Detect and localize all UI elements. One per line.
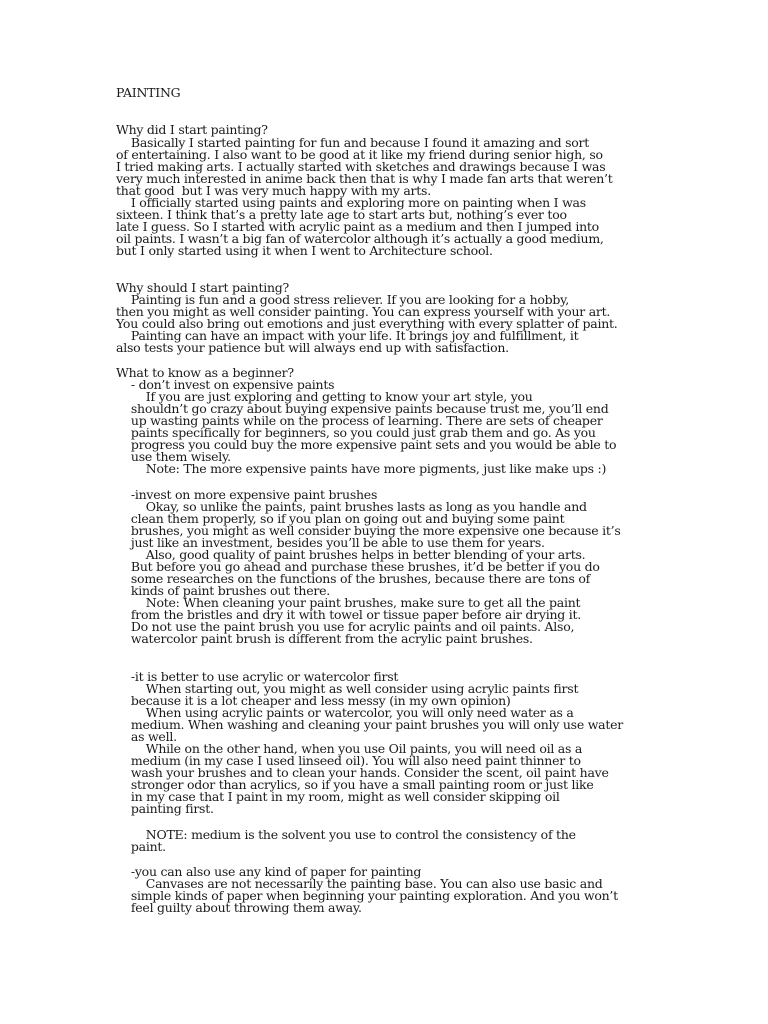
text-line: shouldn’t go crazy about buying expensive paints because trust me, you’ll end [116,401,609,416]
text-line: Painting is fun and a good stress reliever. If you are looking for a hobby, [116,292,570,307]
text-line: I tried making arts. I actually started with sketches and drawings because I was [116,159,606,174]
tip-heading-brushes: -invest on more expensive paint brushes [116,487,378,502]
text-line: of entertaining. I also want to be good at it like my friend during senior high, so [116,147,603,162]
section-heading-beginner: What to know as a beginner? [116,365,294,380]
text-line: as well. [116,729,177,744]
section-heading-why-should: Why should I start painting? [116,280,289,295]
text-line: kinds of paint brushes out there. [116,583,330,598]
text-line: While on the other hand, when you use Oil paints, you will need oil as a [116,741,583,756]
text-line: I officially started using paints and exploring more on painting when I was [116,195,586,210]
text-line: also tests your patience but will always end up with satisfaction. [116,340,509,355]
text-line: wash your brushes and to clean your hands. Consider the scent, oil paint have [116,765,609,780]
text-line: simple kinds of paper when beginning your painting exploration. And you won’t [116,888,618,903]
section-heading-why-start: Why did I start painting? [116,122,268,137]
note-line: NOTE: medium is the solvent you use to control the consistency of the [116,827,576,842]
text-line: sixteen. I think that’s a pretty late age to start arts but, nothing’s ever too [116,207,567,222]
document-title: PAINTING [116,85,181,100]
text-line: Do not use the paint brush you use for acrylic paints and oil paints. Also, [116,619,575,634]
text-line: late I guess. So I started with acrylic paint as a medium and then I jumped into [116,219,599,234]
text-line: oil paints. I wasn’t a big fan of watercolor although it’s actually a good medium, [116,231,604,246]
text-line: progress you could buy the more expensive paint sets and you would be able to [116,437,617,452]
text-line: Okay, so unlike the paints, paint brushes lasts as long as you handle and [116,499,587,514]
text-line: Painting can have an impact with your life. It brings joy and fulfillment, it [116,328,579,343]
text-line: up wasting paints while on the process of learning. There are sets of cheaper [116,413,603,428]
text-line: clean them properly, so if you plan on going out and buying some paint [116,511,565,526]
text-line: some researches on the functions of the brushes, because there are tons of [116,571,590,586]
tip-heading-acrylic-first: -it is better to use acrylic or watercolor first [116,669,399,684]
text-line: If you are just exploring and getting to know your art style, you [116,389,533,404]
tip-heading-paints: - don’t invest on expensive paints [116,377,335,392]
text-line: You could also bring out emotions and just everything with every splatter of paint. [116,316,618,331]
text-line: When using acrylic paints or watercolor, you will only need water as a [116,705,574,720]
text-line: Basically I started painting for fun and because I found it amazing and sort [116,135,590,150]
text-line: paints specifically for beginners, so you could just grab them and go. As you [116,425,596,440]
text-line: then you might as well consider painting. You can express yourself with your art. [116,304,611,319]
text-line: Also, good quality of paint brushes helps in better blending of your arts. [116,547,586,562]
tip-heading-paper: -you can also use any kind of paper for painting [116,864,422,879]
text-line: from the bristles and dry it with towel or tissue paper before air drying it. [116,607,581,622]
text-line: because it is a lot cheaper and less messy (in my own opinion) [116,693,511,708]
text-line: But before you go ahead and purchase these brushes, it’d be better if you do [116,559,600,574]
note-line: Note: The more expensive paints have more pigments, just like make ups :) [116,461,607,476]
note-line: Note: When cleaning your paint brushes, make sure to get all the paint [116,595,581,610]
text-line: stronger odor than acrylics, so if you have a small painting room or just like [116,777,594,792]
text-line: paint. [116,839,166,854]
text-line: Canvases are not necessarily the painting base. You can also use basic and [116,876,603,891]
text-line: medium (in my case I used linseed oil). You will also need paint thinner to [116,753,581,768]
text-line: that good but I was very much happy with my arts. [116,183,431,198]
text-line: brushes, you might as well consider buying the more expensive one because it’s [116,523,621,538]
text-line: painting first. [116,801,214,816]
text-line: in my case that I paint in my room, might as well consider skipping oil [116,789,560,804]
text-line: very much interested in anime back then that is why I made fan arts that weren’t [116,171,613,186]
text-line: watercolor paint brush is different from the acrylic paint brushes. [116,631,533,646]
text-line: use them wisely. [116,449,231,464]
text-line: medium. When washing and cleaning your paint brushes you will only use water [116,717,623,732]
text-line: just like an investment, besides you’ll be able to use them for years. [116,535,545,550]
text-line: but I only started using it when I went to Architecture school. [116,243,493,258]
text-line: When starting out, you might as well consider using acrylic paints first [116,681,579,696]
text-line: feel guilty about throwing them away. [116,900,362,915]
